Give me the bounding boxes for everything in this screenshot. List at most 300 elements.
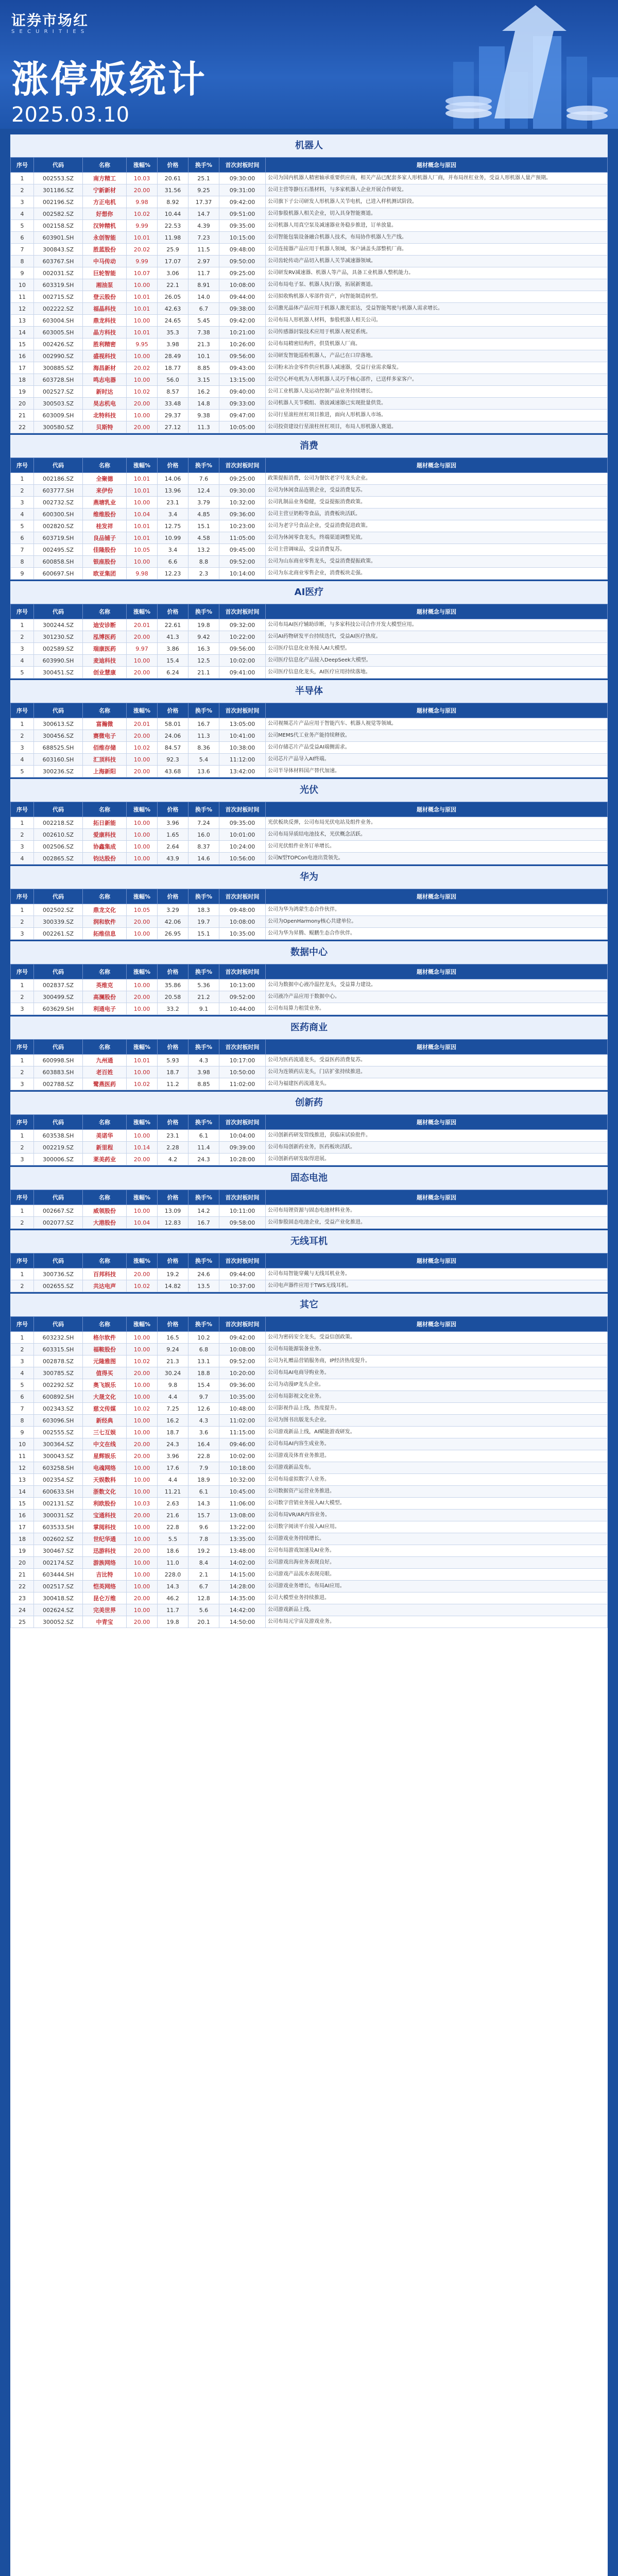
turnover: 9.6 <box>188 1521 219 1533</box>
table-row[interactable] <box>11 916 608 928</box>
change-pct: 20.00 <box>127 991 158 1003</box>
category-section <box>10 133 608 433</box>
column-header: 题材概念与原因 <box>266 1040 608 1055</box>
reason: 公司研发RV减速器、机器人等产品，具备工业机器人整机能力。 <box>266 267 608 279</box>
table-row[interactable] <box>11 338 608 350</box>
table-row[interactable] <box>11 730 608 742</box>
table-row[interactable] <box>11 1055 608 1066</box>
stock-name: 利欧股份 <box>83 1498 127 1510</box>
stock-code: 603444.SH <box>34 1569 83 1581</box>
change-pct: 10.00 <box>127 315 158 327</box>
first-limit-time: 13:05:00 <box>219 718 266 730</box>
first-limit-time: 14:35:00 <box>219 1592 266 1604</box>
first-limit-time: 09:32:00 <box>219 619 266 631</box>
reason: 公司为OpenHarmony核心共建单位。 <box>266 916 608 928</box>
column-header: 首次封板时间 <box>219 802 266 817</box>
table-row[interactable] <box>11 1545 608 1557</box>
price: 3.4 <box>158 509 188 520</box>
reason: 公司为福建医药流通龙头。 <box>266 1078 608 1090</box>
first-limit-time: 09:52:00 <box>219 991 266 1003</box>
table-row[interactable] <box>11 1592 608 1604</box>
reason: 公司布局元宇宙及游戏业务。 <box>266 1616 608 1628</box>
category-title: 无线耳机 <box>10 1229 608 1253</box>
table-row[interactable] <box>11 398 608 410</box>
table-row[interactable] <box>11 1379 608 1391</box>
table-row[interactable] <box>11 362 608 374</box>
turnover: 8.85 <box>188 1078 219 1090</box>
stock-name: 世纪华通 <box>83 1533 127 1545</box>
stock-code: 603777.SH <box>34 485 83 497</box>
row-index: 2 <box>11 991 34 1003</box>
column-header: 名称 <box>83 458 127 473</box>
change-pct: 10.00 <box>127 1557 158 1569</box>
table-row[interactable] <box>11 1498 608 1510</box>
column-header: 首次封板时间 <box>219 1190 266 1205</box>
price: 228.0 <box>158 1569 188 1581</box>
stock-name: 汉钟精机 <box>83 220 127 232</box>
column-header: 换手% <box>188 964 219 979</box>
table-row[interactable] <box>11 853 608 865</box>
column-header: 首次封板时间 <box>219 1040 266 1055</box>
table-row[interactable] <box>11 1450 608 1462</box>
turnover: 4.58 <box>188 532 219 544</box>
stock-name: 良品铺子 <box>83 532 127 544</box>
row-index: 1 <box>11 718 34 730</box>
table-row[interactable] <box>11 291 608 303</box>
first-limit-time: 14:02:00 <box>219 1557 266 1569</box>
table-row[interactable] <box>11 220 608 232</box>
row-index: 1 <box>11 473 34 485</box>
stock-code: 002667.SZ <box>34 1205 83 1217</box>
price: 4.4 <box>158 1391 188 1403</box>
price: 2.28 <box>158 1142 188 1154</box>
table-row[interactable] <box>11 1367 608 1379</box>
stock-name: 鼎龙文化 <box>83 904 127 916</box>
table-row[interactable] <box>11 485 608 497</box>
stock-name: 中马传动 <box>83 256 127 267</box>
stock-name: 宁新新材 <box>83 184 127 196</box>
table-row[interactable] <box>11 766 608 777</box>
first-limit-time: 10:18:00 <box>219 1462 266 1474</box>
table-row[interactable] <box>11 421 608 433</box>
table-row[interactable] <box>11 196 608 208</box>
table-row[interactable] <box>11 1438 608 1450</box>
turnover: 16.4 <box>188 1438 219 1450</box>
table-row[interactable] <box>11 1415 608 1427</box>
stock-code: 002158.SZ <box>34 220 83 232</box>
table-row[interactable] <box>11 1217 608 1229</box>
first-limit-time: 10:04:00 <box>219 1130 266 1142</box>
reason: 公司为动漫IP龙头企业。 <box>266 1379 608 1391</box>
table-row[interactable] <box>11 829 608 841</box>
column-header: 序号 <box>11 1190 34 1205</box>
first-limit-time: 11:06:00 <box>219 1498 266 1510</box>
column-header: 序号 <box>11 1317 34 1332</box>
row-index: 18 <box>11 1533 34 1545</box>
table-row[interactable] <box>11 643 608 655</box>
table-row[interactable] <box>11 1557 608 1569</box>
stock-name: 高澜股份 <box>83 991 127 1003</box>
first-limit-time: 09:44:00 <box>219 1268 266 1280</box>
row-index: 25 <box>11 1616 34 1628</box>
price: 6.6 <box>158 556 188 568</box>
turnover: 25.1 <box>188 173 219 184</box>
table-row[interactable] <box>11 327 608 338</box>
first-limit-time: 09:46:00 <box>219 1438 266 1450</box>
table-row[interactable] <box>11 1280 608 1292</box>
stock-code: 002506.SZ <box>34 841 83 853</box>
row-index: 5 <box>11 667 34 679</box>
change-pct: 20.00 <box>127 916 158 928</box>
change-pct: 20.00 <box>127 1616 158 1628</box>
brand-logo: 证券市场红 <box>11 12 89 29</box>
stock-code: 002502.SZ <box>34 904 83 916</box>
change-pct: 9.99 <box>127 256 158 267</box>
price: 16.5 <box>158 1332 188 1344</box>
price: 22.61 <box>158 619 188 631</box>
row-index: 4 <box>11 208 34 220</box>
column-header: 涨幅% <box>127 458 158 473</box>
change-pct: 20.00 <box>127 398 158 410</box>
stock-code: 300736.SZ <box>34 1268 83 1280</box>
table-row[interactable] <box>11 1142 608 1154</box>
column-header: 代码 <box>34 1040 83 1055</box>
table-row[interactable] <box>11 1130 608 1142</box>
row-index: 2 <box>11 1280 34 1292</box>
change-pct: 10.01 <box>127 232 158 244</box>
turnover: 12.8 <box>188 1592 219 1604</box>
page-title: 涨停板统计 <box>11 57 208 101</box>
stock-table <box>10 703 608 777</box>
reason: 公司医疗信息化龙头，AI医疗应用持续落地。 <box>266 667 608 679</box>
change-pct: 20.00 <box>127 1450 158 1462</box>
stock-name: 北特科技 <box>83 410 127 421</box>
table-row[interactable] <box>11 1154 608 1165</box>
reason: 公司为老字号食品企业，受益消费促进政策。 <box>266 520 608 532</box>
column-header: 价格 <box>158 1253 188 1268</box>
table-row[interactable] <box>11 232 608 244</box>
stock-name: 润和软件 <box>83 916 127 928</box>
row-index: 4 <box>11 853 34 865</box>
price: 13.96 <box>158 485 188 497</box>
price: 23.1 <box>158 1130 188 1142</box>
table-row[interactable] <box>11 184 608 196</box>
first-limit-time: 11:15:00 <box>219 1427 266 1438</box>
table-row[interactable] <box>11 532 608 544</box>
table-row[interactable] <box>11 928 608 940</box>
stock-code: 603533.SH <box>34 1521 83 1533</box>
stock-name: 汇顶科技 <box>83 754 127 766</box>
table-row[interactable] <box>11 667 608 679</box>
table-row[interactable] <box>11 1474 608 1486</box>
stock-code: 002837.SZ <box>34 979 83 991</box>
table-row[interactable] <box>11 497 608 509</box>
category-section <box>10 1090 608 1165</box>
price: 15.4 <box>158 655 188 667</box>
row-index: 3 <box>11 1355 34 1367</box>
stock-name: 晶方科技 <box>83 327 127 338</box>
table-row[interactable] <box>11 1604 608 1616</box>
column-header: 代码 <box>34 802 83 817</box>
first-limit-time: 09:31:00 <box>219 184 266 196</box>
price: 6.24 <box>158 667 188 679</box>
stock-code: 300580.SZ <box>34 421 83 433</box>
reason: 公司布局能源装备业务。 <box>266 1344 608 1355</box>
first-limit-time: 14:28:00 <box>219 1581 266 1592</box>
row-index: 19 <box>11 386 34 398</box>
stock-name: 新时达 <box>83 386 127 398</box>
turnover: 12.6 <box>188 1403 219 1415</box>
table-row[interactable] <box>11 742 608 754</box>
column-header: 序号 <box>11 1115 34 1130</box>
stock-code: 300339.SZ <box>34 916 83 928</box>
change-pct: 10.00 <box>127 1379 158 1391</box>
stock-code: 300467.SZ <box>34 1545 83 1557</box>
turnover: 2.3 <box>188 568 219 580</box>
table-row[interactable] <box>11 1510 608 1521</box>
first-limit-time: 09:47:00 <box>219 410 266 421</box>
table-row[interactable] <box>11 817 608 829</box>
category-title: 华为 <box>10 865 608 889</box>
reason: 公司为国内机器人精密轴承重要供应商，相关产品已配套多家人形机器人厂商，并布局丝杠业务，受益人形机器人量产预期。 <box>266 173 608 184</box>
reason: 公司为华为鸿蒙生态合作伙伴。 <box>266 904 608 916</box>
row-index: 1 <box>11 1205 34 1217</box>
reason: 公司数字营销业务接入AI大模型。 <box>266 1498 608 1510</box>
change-pct: 10.02 <box>127 742 158 754</box>
reason: 公司为连锁药店龙头，门店扩张持续推进。 <box>266 1066 608 1078</box>
row-index: 3 <box>11 196 34 208</box>
first-limit-time: 10:23:00 <box>219 520 266 532</box>
first-limit-time: 13:15:00 <box>219 374 266 386</box>
row-index: 4 <box>11 754 34 766</box>
column-header: 名称 <box>83 604 127 619</box>
stock-name: 维维股份 <box>83 509 127 520</box>
table-row[interactable] <box>11 386 608 398</box>
column-header: 序号 <box>11 1040 34 1055</box>
stock-code: 301186.SZ <box>34 184 83 196</box>
table-row[interactable] <box>11 718 608 730</box>
reason: 公司游戏业务持续增长。 <box>266 1533 608 1545</box>
category-section <box>10 433 608 580</box>
row-index: 2 <box>11 1344 34 1355</box>
table-row[interactable] <box>11 979 608 991</box>
stock-code: 002732.SZ <box>34 497 83 509</box>
stock-code: 002865.SZ <box>34 853 83 865</box>
stock-code: 002624.SZ <box>34 1604 83 1616</box>
stock-name: 拓维信息 <box>83 928 127 940</box>
change-pct: 10.01 <box>127 303 158 315</box>
row-index: 13 <box>11 1474 34 1486</box>
table-row[interactable] <box>11 1521 608 1533</box>
change-pct: 10.00 <box>127 1462 158 1474</box>
column-header: 题材概念与原因 <box>266 458 608 473</box>
stock-code: 002820.SZ <box>34 520 83 532</box>
reason: 公司布局锂资源与固态电池材料业务。 <box>266 1205 608 1217</box>
stock-code: 603728.SH <box>34 374 83 386</box>
table-row[interactable] <box>11 1205 608 1217</box>
change-pct: 10.00 <box>127 1486 158 1498</box>
change-pct: 10.07 <box>127 267 158 279</box>
reason: 公司为山东商业零售龙头，受益消费提振政策。 <box>266 556 608 568</box>
column-header: 名称 <box>83 1040 127 1055</box>
table-row[interactable] <box>11 1462 608 1474</box>
price: 23.1 <box>158 497 188 509</box>
stock-name: 爱康科技 <box>83 829 127 841</box>
stock-name: 桂发祥 <box>83 520 127 532</box>
table-row[interactable] <box>11 1403 608 1415</box>
column-header: 题材概念与原因 <box>266 1317 608 1332</box>
table-row[interactable] <box>11 556 608 568</box>
table-row[interactable] <box>11 267 608 279</box>
price: 3.98 <box>158 338 188 350</box>
turnover: 3.98 <box>188 1066 219 1078</box>
stock-table <box>10 1190 608 1229</box>
table-row[interactable] <box>11 544 608 556</box>
turnover: 3.6 <box>188 1427 219 1438</box>
row-index: 5 <box>11 520 34 532</box>
price: 3.29 <box>158 904 188 916</box>
table-row[interactable] <box>11 173 608 184</box>
table-row[interactable] <box>11 655 608 667</box>
first-limit-time: 10:05:00 <box>219 421 266 433</box>
table-row[interactable] <box>11 1427 608 1438</box>
price: 33.2 <box>158 1003 188 1015</box>
stock-name: 完美世界 <box>83 1604 127 1616</box>
row-index: 3 <box>11 497 34 509</box>
table-row[interactable] <box>11 1066 608 1078</box>
stock-code: 603315.SH <box>34 1344 83 1355</box>
change-pct: 20.00 <box>127 1367 158 1379</box>
row-index: 24 <box>11 1604 34 1616</box>
row-index: 5 <box>11 766 34 777</box>
change-pct: 10.00 <box>127 1581 158 1592</box>
table-row[interactable] <box>11 1581 608 1592</box>
reason: 公司参股固态电池企业，受益产业化推进。 <box>266 1217 608 1229</box>
change-pct: 10.00 <box>127 1344 158 1355</box>
turnover: 6.1 <box>188 1130 219 1142</box>
price: 11.2 <box>158 1078 188 1090</box>
table-row[interactable] <box>11 244 608 256</box>
row-index: 7 <box>11 244 34 256</box>
table-row[interactable] <box>11 315 608 327</box>
column-header: 代码 <box>34 703 83 718</box>
stock-code: 002517.SZ <box>34 1581 83 1592</box>
table-row[interactable] <box>11 991 608 1003</box>
table-row[interactable] <box>11 279 608 291</box>
reason: 公司AI药物研发平台持续迭代，受益AI医疗热度。 <box>266 631 608 643</box>
table-row[interactable] <box>11 1533 608 1545</box>
first-limit-time: 10:48:00 <box>219 1403 266 1415</box>
table-row[interactable] <box>11 410 608 421</box>
table-row[interactable] <box>11 1078 608 1090</box>
table-row[interactable] <box>11 473 608 485</box>
table-row[interactable] <box>11 1344 608 1355</box>
table-row[interactable] <box>11 1332 608 1344</box>
table-row[interactable] <box>11 568 608 580</box>
table-row[interactable] <box>11 904 608 916</box>
stock-name: 恺英网络 <box>83 1581 127 1592</box>
turnover: 12.5 <box>188 655 219 667</box>
reason: 公司布局AI电商导购业务。 <box>266 1367 608 1379</box>
stock-name: 鹭燕医药 <box>83 1078 127 1090</box>
table-row[interactable] <box>11 1616 608 1628</box>
table-row[interactable] <box>11 374 608 386</box>
price: 14.06 <box>158 473 188 485</box>
table-row[interactable] <box>11 754 608 766</box>
turnover: 5.36 <box>188 979 219 991</box>
column-header: 代码 <box>34 964 83 979</box>
reason: 公司主营等静压石墨材料，与多家机器人企业开展合作研发。 <box>266 184 608 196</box>
table-row[interactable] <box>11 208 608 220</box>
price: 22.53 <box>158 220 188 232</box>
column-header: 序号 <box>11 703 34 718</box>
row-index: 3 <box>11 928 34 940</box>
table-row[interactable] <box>11 520 608 532</box>
column-header: 涨幅% <box>127 158 158 173</box>
stock-code: 603005.SH <box>34 327 83 338</box>
first-limit-time: 10:22:00 <box>219 631 266 643</box>
stock-table <box>10 1114 608 1165</box>
stock-code: 002527.SZ <box>34 386 83 398</box>
reason: 公司游戏及体育业务推进。 <box>266 1450 608 1462</box>
table-row[interactable] <box>11 619 608 631</box>
price: 30.24 <box>158 1367 188 1379</box>
stock-table <box>10 964 608 1015</box>
table-row[interactable] <box>11 509 608 520</box>
report-date: 2025.03.10 <box>11 103 130 127</box>
table-row[interactable] <box>11 1003 608 1015</box>
table-row[interactable] <box>11 1569 608 1581</box>
first-limit-time: 10:26:00 <box>219 338 266 350</box>
table-row[interactable] <box>11 350 608 362</box>
table-row[interactable] <box>11 1486 608 1498</box>
price: 24.06 <box>158 730 188 742</box>
table-row[interactable] <box>11 1268 608 1280</box>
turnover: 18.8 <box>188 1367 219 1379</box>
first-limit-time: 10:50:00 <box>219 1066 266 1078</box>
table-row[interactable] <box>11 841 608 853</box>
reason: 公司游戏出海业务表现良好。 <box>266 1557 608 1569</box>
row-index: 8 <box>11 1415 34 1427</box>
row-index: 20 <box>11 398 34 410</box>
reason: 公司为东北商业零售企业，消费板块走强。 <box>266 568 608 580</box>
price: 22.1 <box>158 279 188 291</box>
stock-code: 002131.SZ <box>34 1498 83 1510</box>
stock-code: 600697.SH <box>34 568 83 580</box>
table-row[interactable] <box>11 1391 608 1403</box>
table-row[interactable] <box>11 1355 608 1367</box>
stock-code: 603990.SH <box>34 655 83 667</box>
change-pct: 9.98 <box>127 568 158 580</box>
turnover: 17.37 <box>188 196 219 208</box>
change-pct: 10.01 <box>127 327 158 338</box>
stock-name: 百邦科技 <box>83 1268 127 1280</box>
reason: 公司游戏新品上线。 <box>266 1604 608 1616</box>
table-row[interactable] <box>11 256 608 267</box>
first-limit-time: 11:02:00 <box>219 1415 266 1427</box>
turnover: 6.7 <box>188 1581 219 1592</box>
reason: 公司电声器件应用于TWS无线耳机。 <box>266 1280 608 1292</box>
change-pct: 10.00 <box>127 754 158 766</box>
table-row[interactable] <box>11 303 608 315</box>
first-limit-time: 09:25:00 <box>219 267 266 279</box>
stock-table <box>10 1316 608 1628</box>
table-row[interactable] <box>11 631 608 643</box>
row-index: 1 <box>11 817 34 829</box>
stock-code: 002582.SZ <box>34 208 83 220</box>
reason: 公司影视作品上线，热度提升。 <box>266 1403 608 1415</box>
stock-code: 300236.SZ <box>34 766 83 777</box>
